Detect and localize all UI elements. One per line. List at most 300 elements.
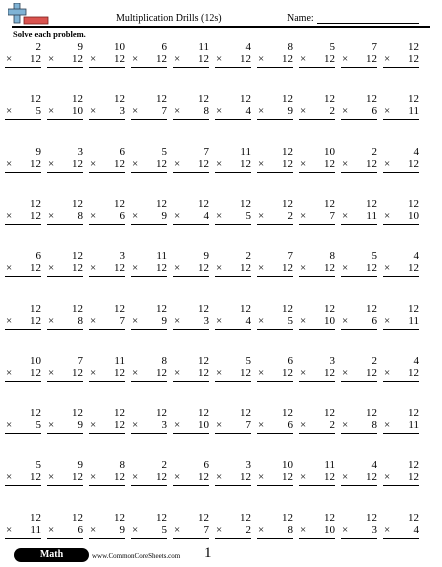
- times-sign: ×: [48, 523, 55, 536]
- answer-line[interactable]: [215, 172, 251, 173]
- problem-31: [1, 198, 41, 228]
- times-sign: ×: [342, 523, 349, 536]
- answer-line[interactable]: [5, 538, 41, 539]
- multiplicand: 12: [198, 354, 209, 367]
- problem-77: [253, 407, 293, 437]
- multiplier: 11: [366, 209, 377, 222]
- answer-line[interactable]: [5, 433, 41, 434]
- answer-line[interactable]: [257, 67, 293, 68]
- multiplicand: 4: [371, 459, 377, 472]
- problem-49: [337, 250, 377, 280]
- answer-line[interactable]: [131, 224, 167, 225]
- answer-line[interactable]: [299, 381, 335, 382]
- multiplicand: 10: [30, 354, 41, 367]
- multiplicand: 12: [408, 302, 419, 315]
- times-sign: ×: [342, 157, 349, 170]
- answer-line[interactable]: [215, 538, 251, 539]
- multiplicand: 12: [324, 511, 335, 524]
- problem-29: [337, 146, 377, 176]
- answer-line[interactable]: [5, 329, 41, 330]
- problem-10: [379, 41, 419, 71]
- problem-78: [295, 407, 335, 437]
- answer-line[interactable]: [173, 119, 209, 120]
- multiplier: 7: [161, 105, 167, 118]
- multiplier: 8: [371, 419, 377, 432]
- problem-91: [1, 512, 41, 542]
- problem-61: [1, 355, 41, 385]
- multiplicand: 12: [198, 93, 209, 106]
- answer-line[interactable]: [299, 433, 335, 434]
- times-sign: ×: [258, 157, 265, 170]
- answer-line[interactable]: [47, 538, 83, 539]
- answer-line[interactable]: [299, 224, 335, 225]
- multiplicand: 12: [240, 93, 251, 106]
- answer-line[interactable]: [5, 276, 41, 277]
- times-sign: ×: [90, 157, 97, 170]
- answer-line[interactable]: [341, 433, 377, 434]
- problem-21: [1, 146, 41, 176]
- problem-92: [43, 512, 83, 542]
- answer-line[interactable]: [341, 172, 377, 173]
- answer-line[interactable]: [47, 119, 83, 120]
- answer-line[interactable]: [383, 329, 419, 330]
- multiplier: 11: [408, 314, 419, 327]
- problem-2: [43, 41, 83, 71]
- answer-line[interactable]: [5, 172, 41, 173]
- multiplicand: 12: [198, 302, 209, 315]
- answer-line[interactable]: [383, 276, 419, 277]
- answer-line[interactable]: [215, 119, 251, 120]
- answer-line[interactable]: [257, 224, 293, 225]
- answer-line[interactable]: [341, 329, 377, 330]
- multiplier: 12: [366, 262, 377, 275]
- multiplicand: 12: [198, 511, 209, 524]
- answer-line[interactable]: [341, 119, 377, 120]
- multiplicand: 12: [114, 511, 125, 524]
- answer-line[interactable]: [131, 433, 167, 434]
- answer-line[interactable]: [47, 276, 83, 277]
- answer-line[interactable]: [89, 67, 125, 68]
- problem-47: [253, 250, 293, 280]
- answer-line[interactable]: [131, 538, 167, 539]
- times-sign: ×: [48, 105, 55, 118]
- answer-line[interactable]: [383, 433, 419, 434]
- answer-line[interactable]: [173, 433, 209, 434]
- answer-line[interactable]: [131, 329, 167, 330]
- answer-line[interactable]: [131, 67, 167, 68]
- times-sign: ×: [342, 53, 349, 65]
- answer-line[interactable]: [299, 276, 335, 277]
- answer-line[interactable]: [89, 119, 125, 120]
- answer-line[interactable]: [383, 224, 419, 225]
- answer-line[interactable]: [299, 329, 335, 330]
- problem-19: [337, 93, 377, 123]
- answer-line[interactable]: [383, 381, 419, 382]
- problem-56: [211, 303, 251, 333]
- multiplicand: 12: [156, 407, 167, 420]
- problem-50: [379, 250, 419, 280]
- answer-line[interactable]: [215, 67, 251, 68]
- answer-line[interactable]: [173, 485, 209, 486]
- problem-70: [379, 355, 419, 385]
- problem-33: [85, 198, 125, 228]
- answer-line[interactable]: [383, 67, 419, 68]
- multiplier: 9: [161, 209, 167, 222]
- times-sign: ×: [6, 419, 13, 432]
- multiplier: 12: [72, 366, 83, 379]
- times-sign: ×: [48, 262, 55, 275]
- multiplier: 4: [203, 209, 209, 222]
- answer-line[interactable]: [47, 172, 83, 173]
- answer-line[interactable]: [341, 538, 377, 539]
- multiplier: 12: [240, 53, 251, 65]
- answer-line[interactable]: [257, 276, 293, 277]
- multiplier: 12: [156, 53, 167, 65]
- answer-line[interactable]: [257, 433, 293, 434]
- multiplicand: 12: [30, 93, 41, 106]
- multiplier: 10: [198, 419, 209, 432]
- answer-line[interactable]: [173, 67, 209, 68]
- times-sign: ×: [300, 53, 307, 65]
- multiplicand: 8: [287, 41, 293, 53]
- multiplicand: 12: [114, 302, 125, 315]
- multiplicand: 12: [240, 302, 251, 315]
- multiplier: 12: [114, 419, 125, 432]
- multiplier: 10: [72, 105, 83, 118]
- multiplier: 10: [324, 314, 335, 327]
- multiplicand: 10: [282, 459, 293, 472]
- times-sign: ×: [258, 209, 265, 222]
- problem-89: [337, 459, 377, 489]
- footer: [12, 545, 430, 563]
- answer-line[interactable]: [173, 224, 209, 225]
- times-sign: ×: [90, 366, 97, 379]
- answer-line[interactable]: [131, 381, 167, 382]
- answer-line[interactable]: [89, 276, 125, 277]
- answer-line[interactable]: [215, 381, 251, 382]
- multiplicand: 12: [366, 407, 377, 420]
- problem-41: [1, 250, 41, 280]
- answer-line[interactable]: [299, 67, 335, 68]
- multiplier: 2: [329, 105, 335, 118]
- times-sign: ×: [384, 209, 391, 222]
- times-sign: ×: [90, 419, 97, 432]
- multiplier: 12: [282, 262, 293, 275]
- multiplicand: 11: [198, 41, 209, 53]
- answer-line[interactable]: [131, 276, 167, 277]
- multiplicand: 12: [408, 197, 419, 210]
- answer-line[interactable]: [215, 276, 251, 277]
- answer-line[interactable]: [215, 433, 251, 434]
- multiplicand: 12: [366, 93, 377, 106]
- multiplicand: 12: [282, 511, 293, 524]
- multiplier: 9: [119, 523, 125, 536]
- answer-line[interactable]: [173, 381, 209, 382]
- times-sign: ×: [90, 53, 97, 65]
- multiplier: 12: [366, 471, 377, 484]
- answer-line[interactable]: [89, 329, 125, 330]
- multiplier: 8: [203, 105, 209, 118]
- times-sign: ×: [258, 419, 265, 432]
- times-sign: ×: [300, 471, 307, 484]
- times-sign: ×: [48, 419, 55, 432]
- answer-line[interactable]: [215, 224, 251, 225]
- times-sign: ×: [258, 105, 265, 118]
- problem-99: [337, 512, 377, 542]
- multiplicand: 12: [408, 93, 419, 106]
- times-sign: ×: [258, 262, 265, 275]
- multiplier: 12: [240, 366, 251, 379]
- answer-line[interactable]: [131, 485, 167, 486]
- answer-line[interactable]: [5, 119, 41, 120]
- multiplier: 12: [198, 157, 209, 170]
- answer-line[interactable]: [383, 172, 419, 173]
- problem-3: [85, 41, 125, 71]
- answer-line[interactable]: [47, 67, 83, 68]
- multiplier: 12: [72, 471, 83, 484]
- multiplicand: 7: [371, 41, 377, 53]
- times-sign: ×: [90, 471, 97, 484]
- problem-32: [43, 198, 83, 228]
- problem-25: [169, 146, 209, 176]
- multiplier: 11: [408, 105, 419, 118]
- times-sign: ×: [6, 366, 13, 379]
- times-sign: ×: [6, 209, 13, 222]
- times-sign: ×: [132, 262, 139, 275]
- answer-line[interactable]: [5, 67, 41, 68]
- problem-11: [1, 93, 41, 123]
- times-sign: ×: [90, 262, 97, 275]
- problem-34: [127, 198, 167, 228]
- answer-line[interactable]: [257, 119, 293, 120]
- answer-line[interactable]: [173, 172, 209, 173]
- times-sign: ×: [216, 523, 223, 536]
- multiplier: 12: [30, 53, 41, 65]
- multiplier: 12: [114, 262, 125, 275]
- answer-line[interactable]: [341, 276, 377, 277]
- problem-14: [127, 93, 167, 123]
- multiplicand: 6: [287, 354, 293, 367]
- problem-26: [211, 146, 251, 176]
- problem-4: [127, 41, 167, 71]
- problem-80: [379, 407, 419, 437]
- multiplier: 3: [203, 314, 209, 327]
- problem-87: [253, 459, 293, 489]
- answer-line[interactable]: [89, 172, 125, 173]
- answer-line[interactable]: [89, 224, 125, 225]
- multiplier: 12: [324, 366, 335, 379]
- times-sign: ×: [132, 471, 139, 484]
- multiplier: 12: [324, 262, 335, 275]
- multiplicand: 3: [329, 354, 335, 367]
- answer-line[interactable]: [299, 485, 335, 486]
- multiplier: 3: [119, 105, 125, 118]
- multiplicand: 3: [77, 145, 83, 158]
- times-sign: ×: [300, 105, 307, 118]
- problem-18: [295, 93, 335, 123]
- problem-65: [169, 355, 209, 385]
- times-sign: ×: [258, 471, 265, 484]
- answer-line[interactable]: [383, 119, 419, 120]
- times-sign: ×: [174, 262, 181, 275]
- multiplier: 12: [282, 157, 293, 170]
- times-sign: ×: [300, 209, 307, 222]
- multiplier: 5: [245, 209, 251, 222]
- answer-line[interactable]: [47, 329, 83, 330]
- answer-line[interactable]: [257, 172, 293, 173]
- problem-9: [337, 41, 377, 71]
- multiplier: 12: [198, 366, 209, 379]
- answer-line[interactable]: [341, 67, 377, 68]
- times-sign: ×: [384, 314, 391, 327]
- problem-51: [1, 303, 41, 333]
- multiplicand: 12: [30, 511, 41, 524]
- answer-line[interactable]: [215, 329, 251, 330]
- times-sign: ×: [132, 523, 139, 536]
- answer-line[interactable]: [47, 485, 83, 486]
- answer-line[interactable]: [47, 224, 83, 225]
- multiplicand: 12: [282, 302, 293, 315]
- problem-90: [379, 459, 419, 489]
- multiplicand: 11: [324, 459, 335, 472]
- answer-line[interactable]: [257, 381, 293, 382]
- problem-98: [295, 512, 335, 542]
- answer-line[interactable]: [257, 329, 293, 330]
- problem-38: [295, 198, 335, 228]
- multiplier: 8: [77, 209, 83, 222]
- multiplicand: 5: [161, 145, 167, 158]
- problem-8: [295, 41, 335, 71]
- multiplicand: 12: [30, 302, 41, 315]
- times-sign: ×: [258, 523, 265, 536]
- problem-17: [253, 93, 293, 123]
- answer-line[interactable]: [89, 538, 125, 539]
- multiplier: 12: [156, 157, 167, 170]
- multiplicand: 12: [72, 302, 83, 315]
- answer-line[interactable]: [383, 538, 419, 539]
- answer-line[interactable]: [341, 224, 377, 225]
- times-sign: ×: [174, 209, 181, 222]
- problem-12: [43, 93, 83, 123]
- multiplicand: 6: [203, 459, 209, 472]
- multiplicand: 12: [324, 302, 335, 315]
- answer-line[interactable]: [299, 172, 335, 173]
- answer-line[interactable]: [47, 433, 83, 434]
- answer-line[interactable]: [173, 329, 209, 330]
- multiplier: 7: [119, 314, 125, 327]
- worksheet-title: Multiplication Drills (12s): [116, 13, 222, 24]
- multiplicand: 12: [156, 93, 167, 106]
- times-sign: ×: [132, 419, 139, 432]
- multiplier: 2: [287, 209, 293, 222]
- answer-line[interactable]: [89, 381, 125, 382]
- times-sign: ×: [342, 314, 349, 327]
- answer-line[interactable]: [47, 381, 83, 382]
- times-sign: ×: [216, 419, 223, 432]
- answer-line[interactable]: [5, 485, 41, 486]
- multiplier: 12: [324, 471, 335, 484]
- multiplicand: 4: [245, 41, 251, 53]
- multiplier: 12: [240, 471, 251, 484]
- answer-line[interactable]: [89, 433, 125, 434]
- times-sign: ×: [216, 471, 223, 484]
- answer-line[interactable]: [299, 538, 335, 539]
- times-sign: ×: [300, 157, 307, 170]
- problem-100: [379, 512, 419, 542]
- multiplier: 12: [72, 157, 83, 170]
- multiplicand: 5: [329, 41, 335, 53]
- problem-62: [43, 355, 83, 385]
- times-sign: ×: [48, 157, 55, 170]
- problem-43: [85, 250, 125, 280]
- problem-48: [295, 250, 335, 280]
- multiplier: 12: [114, 471, 125, 484]
- multiplicand: 12: [240, 197, 251, 210]
- multiplier: 6: [77, 523, 83, 536]
- website-text: www.CommonCoreSheets.com: [92, 552, 181, 560]
- times-sign: ×: [90, 314, 97, 327]
- answer-line[interactable]: [131, 172, 167, 173]
- times-sign: ×: [258, 366, 265, 379]
- answer-line[interactable]: [341, 381, 377, 382]
- multiplicand: 12: [408, 41, 419, 53]
- answer-line[interactable]: [5, 224, 41, 225]
- answer-line[interactable]: [89, 485, 125, 486]
- multiplier: 12: [30, 262, 41, 275]
- problem-83: [85, 459, 125, 489]
- times-sign: ×: [216, 209, 223, 222]
- answer-line[interactable]: [215, 485, 251, 486]
- multiplicand: 12: [282, 197, 293, 210]
- answer-line[interactable]: [257, 485, 293, 486]
- answer-line[interactable]: [173, 538, 209, 539]
- answer-line[interactable]: [173, 276, 209, 277]
- times-sign: ×: [48, 471, 55, 484]
- multiplier: 12: [72, 262, 83, 275]
- multiplicand: 11: [240, 145, 251, 158]
- times-sign: ×: [258, 53, 265, 65]
- problem-46: [211, 250, 251, 280]
- multiplicand: 9: [77, 41, 83, 53]
- times-sign: ×: [132, 209, 139, 222]
- multiplicand: 12: [324, 197, 335, 210]
- times-sign: ×: [384, 366, 391, 379]
- multiplier: 12: [366, 157, 377, 170]
- times-sign: ×: [300, 262, 307, 275]
- times-sign: ×: [342, 471, 349, 484]
- problem-6: [211, 41, 251, 71]
- multiplicand: 12: [30, 197, 41, 210]
- multiplicand: 2: [35, 41, 41, 53]
- times-sign: ×: [384, 471, 391, 484]
- answer-line[interactable]: [131, 119, 167, 120]
- answer-line[interactable]: [383, 485, 419, 486]
- answer-line[interactable]: [257, 538, 293, 539]
- answer-line[interactable]: [299, 119, 335, 120]
- times-sign: ×: [6, 262, 13, 275]
- times-sign: ×: [258, 314, 265, 327]
- multiplier: 12: [198, 53, 209, 65]
- multiplier: 12: [72, 53, 83, 65]
- multiplicand: 10: [114, 41, 125, 53]
- multiplier: 12: [30, 314, 41, 327]
- multiplicand: 8: [329, 250, 335, 263]
- answer-line[interactable]: [341, 485, 377, 486]
- multiplicand: 8: [161, 354, 167, 367]
- multiplier: 12: [156, 471, 167, 484]
- problem-23: [85, 146, 125, 176]
- answer-line[interactable]: [5, 381, 41, 382]
